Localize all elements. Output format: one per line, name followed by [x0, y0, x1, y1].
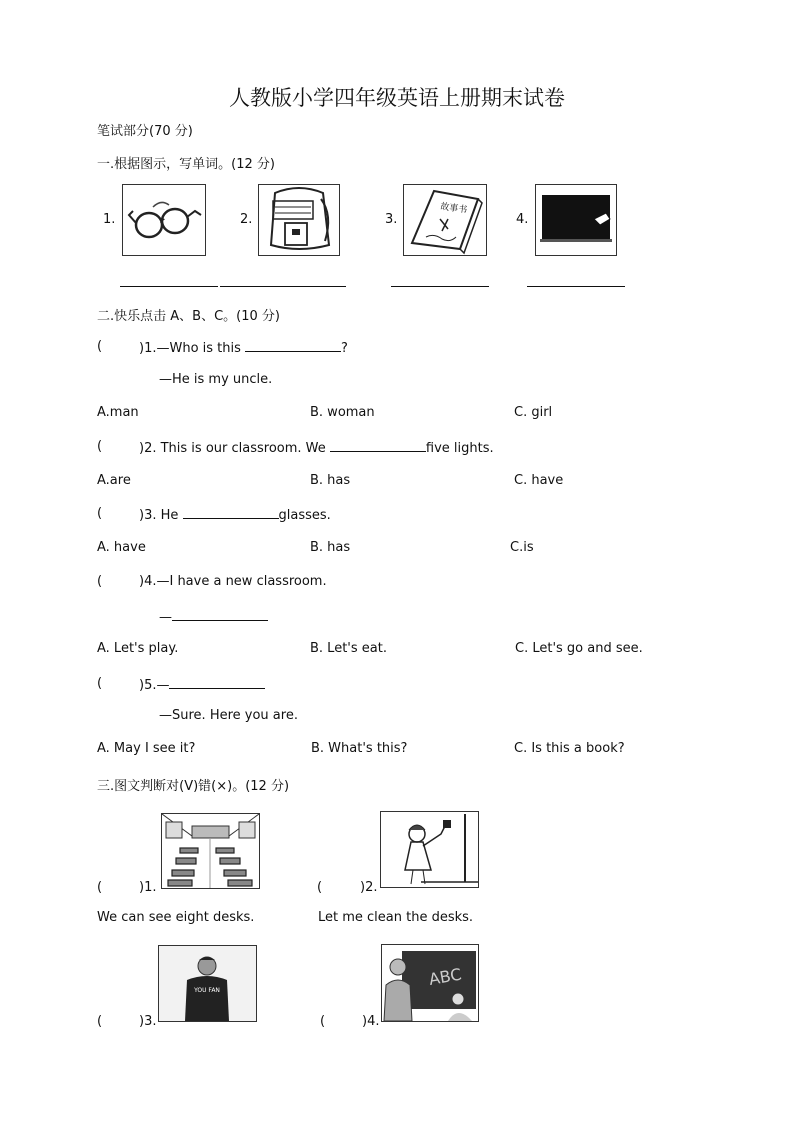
q4-stem: )4.—I have a new classroom. — [139, 574, 327, 589]
storybook-label: 故事书 — [439, 202, 468, 216]
glasses-icon — [122, 184, 206, 256]
classroom-icon — [161, 813, 260, 889]
q4-blank[interactable] — [172, 608, 268, 621]
q5-option-c[interactable]: C. Is this a book? — [514, 741, 625, 756]
q3-stem: )3. He glasses. — [139, 508, 331, 523]
q5-blank[interactable] — [169, 676, 265, 689]
s3-item1-label: )1. — [139, 880, 157, 895]
boy-shirt-text: YOU FAN — [194, 987, 220, 994]
s3-item1-caption: We can see eight desks. — [97, 910, 255, 925]
q3-option-c[interactable]: C.is — [510, 540, 534, 555]
board-abc-text: ABC — [427, 964, 464, 989]
q2-blank[interactable] — [330, 439, 426, 452]
s3-item2-label: )2. — [360, 880, 378, 895]
section3-heading: 三.图文判断对(V)错(×)。(12 分) — [97, 779, 290, 794]
schoolbag-icon — [258, 184, 340, 256]
s3-item4-paren: ( — [320, 1014, 326, 1029]
q5-option-b[interactable]: B. What's this? — [311, 741, 408, 756]
q2-option-a[interactable]: A.are — [97, 473, 131, 488]
s1-item3-number: 3. — [385, 212, 398, 227]
page-title: 人教版小学四年级英语上册期末试卷 — [229, 86, 565, 110]
q1-blank[interactable] — [245, 339, 341, 352]
s1-answer-line-3[interactable] — [391, 286, 489, 287]
q4-option-b[interactable]: B. Let's eat. — [310, 641, 387, 656]
q3-option-a[interactable]: A. have — [97, 540, 146, 555]
q2-option-c[interactable]: C. have — [514, 473, 564, 488]
s3-item2-paren: ( — [317, 880, 323, 895]
s3-item3-paren: ( — [97, 1014, 103, 1029]
s1-answer-line-1[interactable] — [120, 286, 218, 287]
written-part-label: 笔试部分(70 分) — [97, 124, 193, 139]
q4-paren: ( — [97, 574, 103, 589]
s3-item2-caption: Let me clean the desks. — [318, 910, 474, 925]
q5-reply: —Sure. Here you are. — [159, 708, 298, 723]
q2-stem: )2. This is our classroom. We five lights. — [139, 441, 494, 456]
s3-item3-label: )3. — [139, 1014, 157, 1029]
girl-cleaning-board-icon — [380, 811, 479, 888]
storybook-icon — [403, 184, 487, 256]
section1-heading: 一.根据图示，写单词。(12 分) — [97, 157, 275, 172]
teacher-abc-icon — [381, 944, 479, 1022]
q4-option-c[interactable]: C. Let's go and see. — [515, 641, 643, 656]
s1-answer-line-2[interactable] — [220, 286, 346, 287]
s1-item1-number: 1. — [103, 212, 116, 227]
q3-blank[interactable] — [183, 506, 279, 519]
s3-item1-paren: ( — [97, 880, 103, 895]
q1-option-b[interactable]: B. woman — [310, 405, 375, 420]
q1-reply: —He is my uncle. — [159, 372, 273, 387]
q3-paren: ( — [97, 506, 103, 521]
q5-stem: )5.— — [139, 676, 265, 693]
q5-option-a[interactable]: A. May I see it? — [97, 741, 196, 756]
q1-paren: ( — [97, 339, 103, 354]
s3-item4-label: )4. — [362, 1014, 380, 1029]
s1-item2-number: 2. — [240, 212, 253, 227]
s1-answer-line-4[interactable] — [527, 286, 625, 287]
boy-photo-icon — [158, 945, 257, 1022]
q4-reply: — — [159, 608, 268, 625]
q3-option-b[interactable]: B. has — [310, 540, 351, 555]
blackboard-icon — [535, 184, 617, 256]
q1-option-a[interactable]: A.man — [97, 405, 139, 420]
s1-item4-number: 4. — [516, 212, 529, 227]
q4-option-a[interactable]: A. Let's play. — [97, 641, 179, 656]
q2-paren: ( — [97, 439, 103, 454]
q5-paren: ( — [97, 676, 103, 691]
q1-option-c[interactable]: C. girl — [514, 405, 553, 420]
section2-heading: 二.快乐点击 A、B、C。(10 分) — [97, 309, 280, 324]
q2-option-b[interactable]: B. has — [310, 473, 351, 488]
q1-stem: )1.—Who is this ? — [139, 341, 348, 356]
